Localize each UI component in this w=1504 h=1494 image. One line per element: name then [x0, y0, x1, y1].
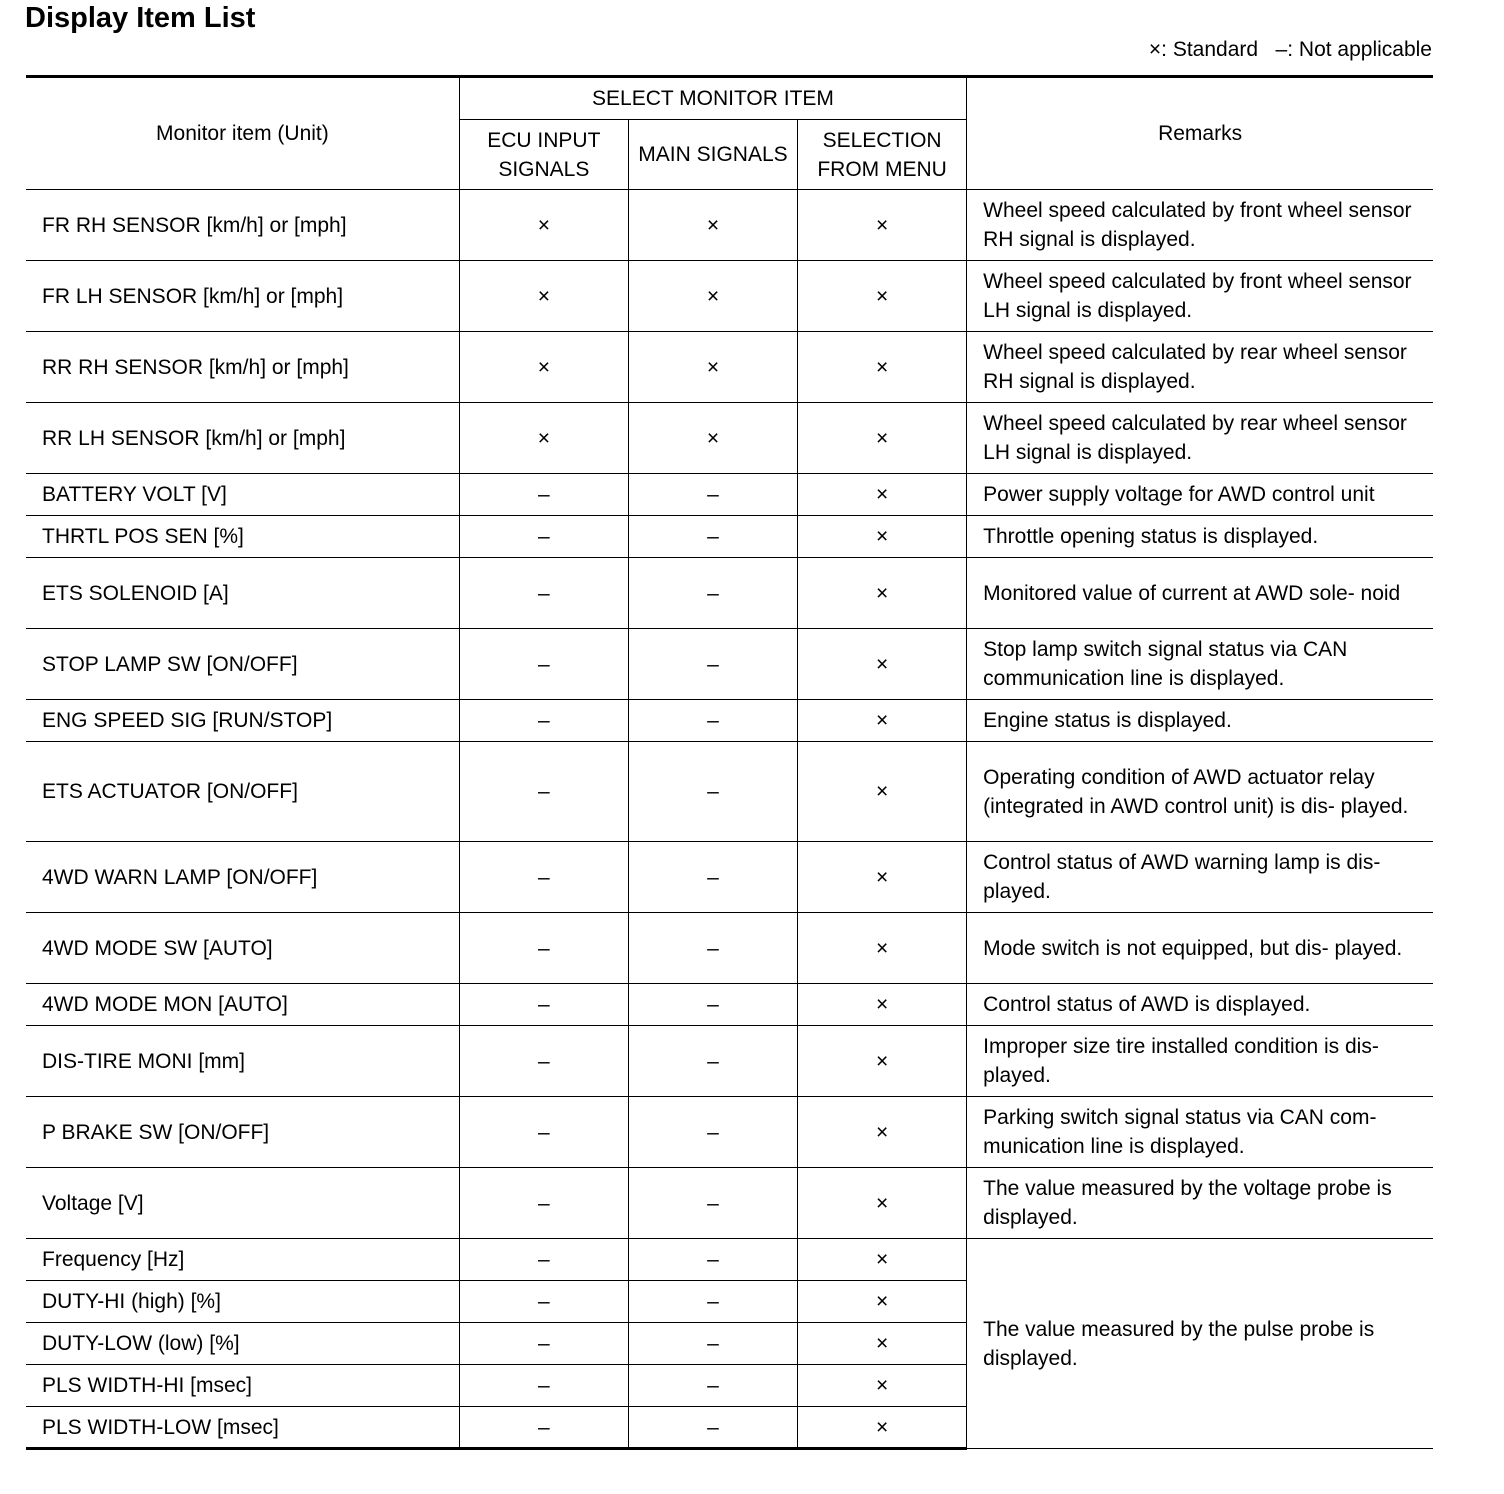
selection-menu-mark: × — [798, 332, 967, 403]
selection-menu-mark: × — [798, 742, 967, 842]
main-signals-mark: – — [628, 1365, 797, 1407]
monitor-item-cell: DUTY-HI (high) [%] — [26, 1281, 459, 1323]
remarks-cell: Operating condition of AWD actuator relay (integrated in AWD control unit) is dis- played. — [967, 742, 1433, 842]
ecu-input-mark: – — [459, 1026, 628, 1097]
remarks-cell: Wheel speed calculated by rear wheel sensor RH signal is displayed. — [967, 332, 1433, 403]
main-signals-mark: – — [628, 842, 797, 913]
table-row — [26, 332, 1433, 403]
monitor-item-cell: Frequency [Hz] — [26, 1239, 459, 1281]
monitor-item-cell: BATTERY VOLT [V] — [26, 474, 459, 516]
ecu-input-mark: – — [459, 558, 628, 629]
main-signals-mark: – — [628, 558, 797, 629]
main-signals-mark: – — [628, 1281, 797, 1323]
monitor-item-cell: FR RH SENSOR [km/h] or [mph] — [26, 190, 459, 261]
monitor-item-cell: DUTY-LOW (low) [%] — [26, 1323, 459, 1365]
selection-menu-mark: × — [798, 1323, 967, 1365]
main-signals-mark: – — [628, 1168, 797, 1239]
table-row — [26, 842, 1433, 913]
ecu-input-mark: – — [459, 1239, 628, 1281]
monitor-item-cell: PLS WIDTH-LOW [msec] — [26, 1407, 459, 1449]
selection-menu-mark: × — [798, 516, 967, 558]
main-signals-mark: × — [628, 190, 797, 261]
main-signals-mark: – — [628, 1097, 797, 1168]
ecu-input-mark: – — [459, 1365, 628, 1407]
selection-menu-mark: × — [798, 1097, 967, 1168]
main-signals-mark: – — [628, 516, 797, 558]
ecu-input-mark: × — [459, 190, 628, 261]
selection-menu-mark: × — [798, 913, 967, 984]
ecu-input-mark: × — [459, 261, 628, 332]
selection-menu-mark: × — [798, 984, 967, 1026]
monitor-item-cell: THRTL POS SEN [%] — [26, 516, 459, 558]
remarks-cell: Control status of AWD warning lamp is dis- played. — [967, 842, 1433, 913]
header-selection-from-menu: SELECTION FROM MENU — [798, 120, 967, 190]
monitor-item-cell: DIS-TIRE MONI [mm] — [26, 1026, 459, 1097]
selection-menu-mark: × — [798, 261, 967, 332]
selection-menu-mark: × — [798, 1239, 967, 1281]
main-signals-mark: – — [628, 1323, 797, 1365]
selection-menu-mark: × — [798, 1407, 967, 1449]
ecu-input-mark: – — [459, 1323, 628, 1365]
main-signals-mark: – — [628, 913, 797, 984]
remarks-cell: Throttle opening status is displayed. — [967, 516, 1433, 558]
selection-menu-mark: × — [798, 700, 967, 742]
ecu-input-mark: – — [459, 1281, 628, 1323]
monitor-item-cell: Voltage [V] — [26, 1168, 459, 1239]
monitor-item-cell: ETS ACTUATOR [ON/OFF] — [26, 742, 459, 842]
main-signals-mark: – — [628, 1026, 797, 1097]
monitor-item-cell: 4WD MODE SW [AUTO] — [26, 913, 459, 984]
ecu-input-mark: × — [459, 332, 628, 403]
table-row — [26, 190, 1433, 261]
remarks-cell: Wheel speed calculated by front wheel sensor LH signal is displayed. — [967, 261, 1433, 332]
monitor-item-cell: FR LH SENSOR [km/h] or [mph] — [26, 261, 459, 332]
table-row — [26, 629, 1433, 700]
table-row — [26, 1097, 1433, 1168]
ecu-input-mark: – — [459, 913, 628, 984]
selection-menu-mark: × — [798, 1168, 967, 1239]
legend: ×: Standard –: Not applicable — [1148, 38, 1432, 61]
table-row — [26, 261, 1433, 332]
remarks-cell: Parking switch signal status via CAN com- munication line is displayed. — [967, 1097, 1433, 1168]
main-signals-mark: – — [628, 1407, 797, 1449]
header-remarks: Remarks — [967, 77, 1433, 190]
table-row — [26, 700, 1433, 742]
table-row — [26, 984, 1433, 1026]
remarks-cell: Control status of AWD is displayed. — [967, 984, 1433, 1026]
main-signals-mark: × — [628, 403, 797, 474]
table-row — [26, 1026, 1433, 1097]
monitor-item-cell: RR LH SENSOR [km/h] or [mph] — [26, 403, 459, 474]
selection-menu-mark: × — [798, 1365, 967, 1407]
ecu-input-mark: – — [459, 700, 628, 742]
selection-menu-mark: × — [798, 558, 967, 629]
remarks-cell: The value measured by the voltage probe is displayed. — [967, 1168, 1433, 1239]
selection-menu-mark: × — [798, 403, 967, 474]
main-signals-mark: – — [628, 700, 797, 742]
ecu-input-mark: – — [459, 742, 628, 842]
header-select-monitor-item: SELECT MONITOR ITEM — [459, 77, 966, 120]
selection-menu-mark: × — [798, 842, 967, 913]
main-signals-mark: – — [628, 742, 797, 842]
main-signals-mark: × — [628, 261, 797, 332]
monitor-item-cell: ENG SPEED SIG [RUN/STOP] — [26, 700, 459, 742]
main-signals-mark: – — [628, 629, 797, 700]
remarks-cell: Monitored value of current at AWD sole- noid — [967, 558, 1433, 629]
main-signals-mark: – — [628, 1239, 797, 1281]
ecu-input-mark: – — [459, 1168, 628, 1239]
remarks-cell: Power supply voltage for AWD control unit — [967, 474, 1433, 516]
display-item-table — [26, 75, 1433, 1450]
monitor-item-cell: 4WD MODE MON [AUTO] — [26, 984, 459, 1026]
monitor-item-cell: RR RH SENSOR [km/h] or [mph] — [26, 332, 459, 403]
ecu-input-mark: – — [459, 1097, 628, 1168]
remarks-cell: Wheel speed calculated by front wheel sensor RH signal is displayed. — [967, 190, 1433, 261]
table-row — [26, 474, 1433, 516]
selection-menu-mark: × — [798, 629, 967, 700]
table-row — [26, 1168, 1433, 1239]
table-row — [26, 403, 1433, 474]
monitor-item-cell: ETS SOLENOID [A] — [26, 558, 459, 629]
ecu-input-mark: × — [459, 403, 628, 474]
table-row — [26, 516, 1433, 558]
ecu-input-mark: – — [459, 842, 628, 913]
monitor-item-cell: P BRAKE SW [ON/OFF] — [26, 1097, 459, 1168]
selection-menu-mark: × — [798, 1281, 967, 1323]
remarks-cell: Stop lamp switch signal status via CAN communication line is displayed. — [967, 629, 1433, 700]
table-row — [26, 1239, 1433, 1281]
page-title: Display Item List — [25, 2, 256, 34]
header-main-signals: MAIN SIGNALS — [628, 120, 797, 190]
monitor-item-cell: 4WD WARN LAMP [ON/OFF] — [26, 842, 459, 913]
table-row — [26, 742, 1433, 842]
remarks-cell: Improper size tire installed condition is dis- played. — [967, 1026, 1433, 1097]
main-signals-mark: – — [628, 984, 797, 1026]
main-signals-mark: – — [628, 474, 797, 516]
header-monitor-item: Monitor item (Unit) — [26, 77, 459, 190]
ecu-input-mark: – — [459, 516, 628, 558]
monitor-item-cell: STOP LAMP SW [ON/OFF] — [26, 629, 459, 700]
monitor-item-cell: PLS WIDTH-HI [msec] — [26, 1365, 459, 1407]
ecu-input-mark: – — [459, 629, 628, 700]
header-ecu-input-signals: ECU INPUT SIGNALS — [459, 120, 628, 190]
ecu-input-mark: – — [459, 1407, 628, 1449]
selection-menu-mark: × — [798, 474, 967, 516]
main-signals-mark: × — [628, 332, 797, 403]
ecu-input-mark: – — [459, 984, 628, 1026]
remarks-cell: Wheel speed calculated by rear wheel sensor LH signal is displayed. — [967, 403, 1433, 474]
selection-menu-mark: × — [798, 1026, 967, 1097]
remarks-cell: Mode switch is not equipped, but dis- played. — [967, 913, 1433, 984]
ecu-input-mark: – — [459, 474, 628, 516]
table-row — [26, 913, 1433, 984]
remarks-cell: Engine status is displayed. — [967, 700, 1433, 742]
pulse-probe-remarks-cell: The value measured by the pulse probe is displayed. — [967, 1239, 1433, 1449]
selection-menu-mark: × — [798, 190, 967, 261]
table-row — [26, 558, 1433, 629]
